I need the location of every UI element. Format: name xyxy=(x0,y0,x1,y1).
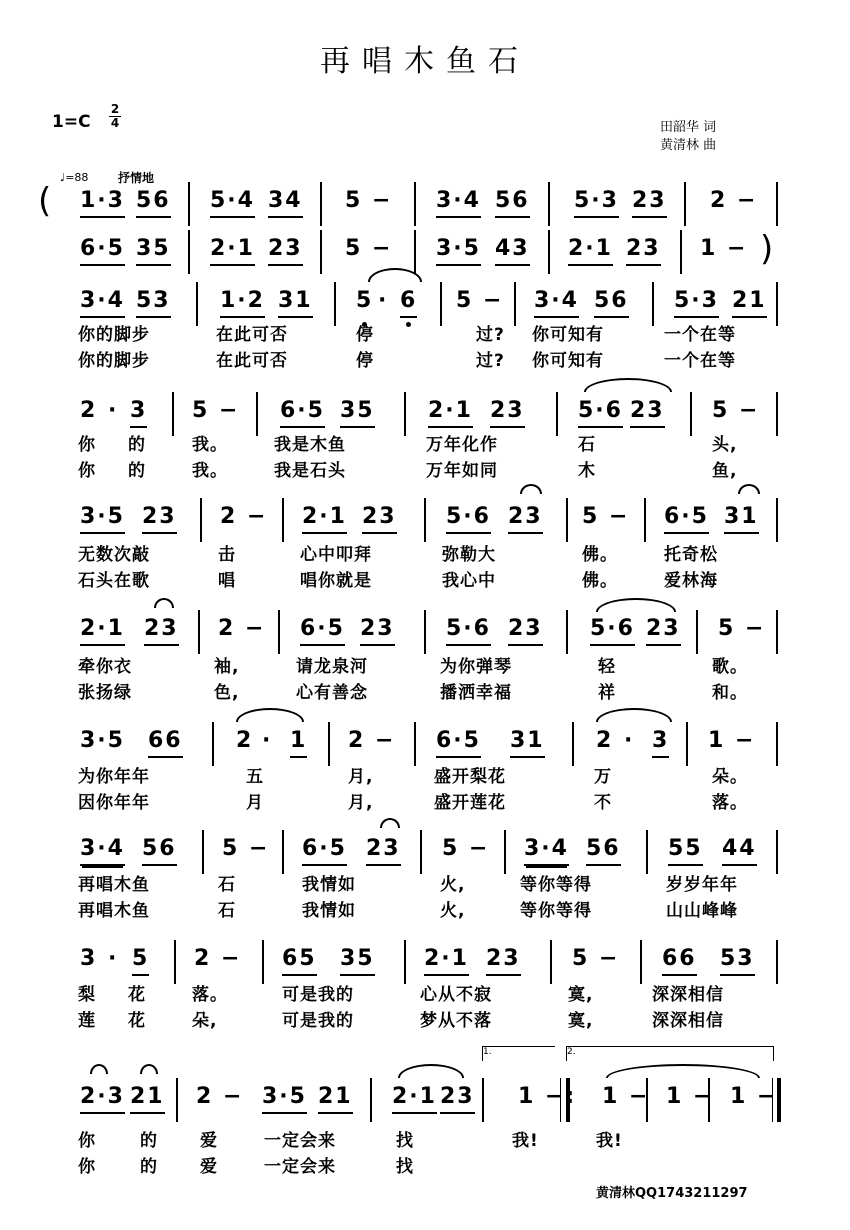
note: 5·3 xyxy=(674,286,719,318)
lyric: 为你年年 xyxy=(78,767,150,787)
note: 5 xyxy=(132,944,149,976)
note: 2 − xyxy=(196,1084,244,1109)
note: 5·3 xyxy=(574,186,619,218)
lyric: 石 xyxy=(578,435,596,455)
note: 5 − xyxy=(222,836,270,861)
note: · xyxy=(624,728,635,753)
lyric: 一定会来 xyxy=(264,1131,336,1151)
key-signature: 1=C xyxy=(52,112,91,132)
note: · xyxy=(108,398,119,423)
note: 6·5 xyxy=(280,396,325,428)
note: 2·1 xyxy=(568,234,613,266)
note: 2 xyxy=(596,728,614,753)
note: 2·1 xyxy=(210,234,255,266)
lyric: 你可知有 xyxy=(532,325,604,345)
lyric: 万年化作 xyxy=(426,435,498,455)
note: 66 xyxy=(148,726,183,758)
time-sig-top: 2 xyxy=(110,102,120,116)
intro-close-paren: ) xyxy=(760,229,774,269)
tie-mark xyxy=(380,818,400,828)
lyric: 头, xyxy=(712,435,738,455)
repeat-note: 1 −: xyxy=(518,1084,577,1109)
lyric: 你的脚步 xyxy=(78,351,150,371)
note: 21 xyxy=(130,1082,165,1114)
note: 23 xyxy=(646,614,681,646)
time-sig-bottom: 4 xyxy=(110,116,120,130)
lyric: 的 xyxy=(140,1131,158,1151)
lyric: 盛开莲花 xyxy=(434,793,506,813)
note: 56 xyxy=(594,286,629,318)
note: 21 xyxy=(318,1082,353,1114)
note: · xyxy=(108,946,119,971)
lyric: 牵你衣 xyxy=(78,657,132,677)
note: 5 − xyxy=(712,398,760,423)
note: 1·2 xyxy=(220,286,265,318)
note: 2 − xyxy=(348,728,396,753)
lyric: 木 xyxy=(578,461,596,481)
note: 2 xyxy=(80,398,98,423)
note: 21 xyxy=(732,286,767,318)
lyric: 深深相信 xyxy=(652,985,724,1005)
lyric: 歌。 xyxy=(712,657,748,677)
note: 1 − xyxy=(730,1084,778,1109)
lyric: 爱 xyxy=(200,1131,218,1151)
note: 1 − xyxy=(602,1084,650,1109)
note: 3·5 xyxy=(80,502,125,534)
note: 35 xyxy=(136,234,171,266)
note: 53 xyxy=(136,286,171,318)
note: 5·6 xyxy=(590,614,635,646)
score-row xyxy=(0,229,850,284)
note: 1·3 xyxy=(80,186,125,218)
low-octave-dot xyxy=(406,322,411,327)
lyric: 等你等得 xyxy=(520,901,592,921)
note: 31 xyxy=(278,286,313,318)
lyric: 朵。 xyxy=(712,767,748,787)
score-row xyxy=(0,181,850,236)
lyric: 落。 xyxy=(712,793,748,813)
note: 5 − xyxy=(345,236,393,261)
lyric: 一个在等 xyxy=(664,325,736,345)
note: 23 xyxy=(508,502,543,534)
lyric: 唱 xyxy=(218,571,236,591)
note: 2·1 xyxy=(428,396,473,428)
lyric: 落。 xyxy=(192,985,228,1005)
note: 1 − xyxy=(700,236,748,261)
tie-mark xyxy=(154,598,174,608)
note: 5·6 xyxy=(578,396,623,428)
lyric: 停 xyxy=(356,325,374,345)
lyric: 心中叩拜 xyxy=(300,545,372,565)
note: 2·1 xyxy=(392,1082,437,1114)
lyricist-credit: 田韶华 词 xyxy=(660,120,717,135)
composer-credit: 黄清林 曲 xyxy=(660,138,717,153)
lyric: 击 xyxy=(218,545,236,565)
lyric: 张扬绿 xyxy=(78,683,132,703)
lyric: 我情如 xyxy=(302,875,356,895)
lyric: 我! xyxy=(512,1131,539,1151)
slur xyxy=(398,1064,464,1078)
note: 35 xyxy=(340,396,375,428)
lyric: 再唱木鱼 xyxy=(78,875,150,895)
note: 23 xyxy=(626,234,661,266)
note: 3·5 xyxy=(262,1082,307,1114)
note: 23 xyxy=(360,614,395,646)
lyric: 播洒幸福 xyxy=(440,683,512,703)
tie-mark xyxy=(738,484,760,494)
tie-mark xyxy=(90,1064,108,1074)
lyric: 我! xyxy=(596,1131,623,1151)
note: 23 xyxy=(144,614,179,646)
lyric: 火, xyxy=(440,901,466,921)
lyric: 你 xyxy=(78,1157,96,1177)
lyric: 鱼, xyxy=(712,461,738,481)
note: 5 − xyxy=(456,288,504,313)
lyric: 心有善念 xyxy=(296,683,368,703)
footer-contact: 黄清林QQ1743211297 xyxy=(596,1186,748,1201)
slur xyxy=(606,1064,760,1078)
note: 55 xyxy=(668,834,703,866)
lyric: 山山峰峰 xyxy=(666,901,738,921)
note: 6·5 xyxy=(300,614,345,646)
note: · xyxy=(262,728,273,753)
note: 56 xyxy=(586,834,621,866)
note: 3·4 xyxy=(436,186,481,218)
note: 3 xyxy=(80,946,98,971)
tie-mark xyxy=(520,484,542,494)
lyric: 岁岁年年 xyxy=(666,875,738,895)
note: 23 xyxy=(142,502,177,534)
slur xyxy=(236,708,304,722)
note: 2·1 xyxy=(424,944,469,976)
note: 3·4 xyxy=(534,286,579,318)
lyric: 万年如同 xyxy=(426,461,498,481)
lyric: 找 xyxy=(396,1131,414,1151)
lyric: 你 xyxy=(78,435,96,455)
lyric: 无数次敲 xyxy=(78,545,150,565)
note: 5·6 xyxy=(446,614,491,646)
note: 5 − xyxy=(345,188,393,213)
lyric: 佛。 xyxy=(582,545,618,565)
note: 5 − xyxy=(192,398,240,423)
lyric: 火, xyxy=(440,875,466,895)
note: 65 xyxy=(282,944,317,976)
note: 56 xyxy=(142,834,177,866)
note: 5 − xyxy=(718,616,766,641)
lyric: 你 xyxy=(78,1131,96,1151)
lyric: 梦从不落 xyxy=(420,1011,492,1031)
lyric: 朵, xyxy=(192,1011,218,1031)
tempo-mark: ♩=88 xyxy=(60,171,89,184)
note: 3 xyxy=(130,396,147,428)
note: 23 xyxy=(490,396,525,428)
note: 1 xyxy=(290,726,307,758)
score-row xyxy=(0,1082,850,1132)
lyric: 花 xyxy=(128,1011,146,1031)
lyric: 石 xyxy=(218,875,236,895)
lyric: 心从不寂 xyxy=(420,985,492,1005)
lyric: 轻 xyxy=(598,657,616,677)
note: 2 − xyxy=(218,616,266,641)
lyric: 在此可否 xyxy=(216,325,288,345)
lyric: 因你年年 xyxy=(78,793,150,813)
lyric: 我是石头 xyxy=(274,461,346,481)
note: 6·5 xyxy=(664,502,709,534)
note: 5 − xyxy=(442,836,490,861)
lyric: 可是我的 xyxy=(282,985,354,1005)
lyric: 为你弹琴 xyxy=(440,657,512,677)
lyric: 佛。 xyxy=(582,571,618,591)
lyric: 的 xyxy=(128,461,146,481)
note: 3·5 xyxy=(436,234,481,266)
lyric: 月, xyxy=(348,767,374,787)
lyric: 花 xyxy=(128,985,146,1005)
note: 3·4 xyxy=(80,834,125,866)
lyric: 你可知有 xyxy=(532,351,604,371)
slur xyxy=(596,598,676,612)
lyric: 梨 xyxy=(78,985,96,1005)
lyric: 唱你就是 xyxy=(300,571,372,591)
lyric: 的 xyxy=(140,1157,158,1177)
lyric: 我。 xyxy=(192,461,228,481)
note: 1 − xyxy=(708,728,756,753)
lyric: 一定会来 xyxy=(264,1157,336,1177)
lyric: 寞, xyxy=(568,985,594,1005)
lyric: 祥 xyxy=(598,683,616,703)
time-signature xyxy=(108,103,122,130)
tie-mark xyxy=(140,1064,158,1074)
volta-first: 1. xyxy=(482,1046,555,1061)
lyric: 你 xyxy=(78,461,96,481)
lyric: 石 xyxy=(218,901,236,921)
note: 66 xyxy=(662,944,697,976)
lyric: 莲 xyxy=(78,1011,96,1031)
lyric: 我心中 xyxy=(442,571,496,591)
note: 23 xyxy=(486,944,521,976)
note: 56 xyxy=(495,186,530,218)
note: 2 − xyxy=(710,188,758,213)
lyric: 过? xyxy=(476,325,505,345)
lyric: 寞, xyxy=(568,1011,594,1031)
note: 31 xyxy=(724,502,759,534)
song-title: 再唱木鱼石 xyxy=(320,44,530,79)
note: 5·4 xyxy=(210,186,255,218)
lyric: 袖, xyxy=(214,657,240,677)
note: 5 xyxy=(356,288,374,313)
lyric: 可是我的 xyxy=(282,1011,354,1031)
volta-second: 2. xyxy=(566,1046,774,1061)
note: 23 xyxy=(508,614,543,646)
note: 1 − xyxy=(666,1084,714,1109)
lyric: 色, xyxy=(214,683,240,703)
lyric: 万 xyxy=(594,767,612,787)
note: 23 xyxy=(440,1082,475,1114)
lyric: 我。 xyxy=(192,435,228,455)
note: 2 xyxy=(236,728,254,753)
lyric: 在此可否 xyxy=(216,351,288,371)
note: · xyxy=(378,288,389,313)
note: 23 xyxy=(268,234,303,266)
note: 31 xyxy=(510,726,545,758)
note: 2·3 xyxy=(80,1082,125,1114)
note: 34 xyxy=(268,186,303,218)
note: 43 xyxy=(495,234,530,266)
lyric: 托奇松 xyxy=(664,545,718,565)
slur xyxy=(596,708,672,722)
lyric: 找 xyxy=(396,1157,414,1177)
lyric: 等你等得 xyxy=(520,875,592,895)
note: 56 xyxy=(136,186,171,218)
note: 5·6 xyxy=(446,502,491,534)
note: 2·1 xyxy=(80,614,125,646)
note: 5 − xyxy=(572,946,620,971)
note: 23 xyxy=(630,396,665,428)
lyric: 和。 xyxy=(712,683,748,703)
lyric: 石头在歌 xyxy=(78,571,150,591)
expression-mark: 抒情地 xyxy=(118,171,155,185)
note: 6·5 xyxy=(302,834,347,866)
note: 23 xyxy=(362,502,397,534)
note: 35 xyxy=(340,944,375,976)
note: 2·1 xyxy=(302,502,347,534)
lyric: 请龙泉河 xyxy=(296,657,368,677)
note: 2 − xyxy=(194,946,242,971)
note: 2 − xyxy=(220,504,268,529)
lyric: 你的脚步 xyxy=(78,325,150,345)
lyric: 我是木鱼 xyxy=(274,435,346,455)
lyric: 月 xyxy=(246,793,264,813)
lyric: 停 xyxy=(356,351,374,371)
lyric: 再唱木鱼 xyxy=(78,901,150,921)
note: 3 xyxy=(652,726,669,758)
note: 6 xyxy=(400,286,417,318)
note: 44 xyxy=(722,834,757,866)
lyric: 月, xyxy=(348,793,374,813)
lyric: 过? xyxy=(476,351,505,371)
lyric: 五 xyxy=(246,767,264,787)
note: 3·5 xyxy=(80,728,125,753)
lyric: 的 xyxy=(128,435,146,455)
note: 53 xyxy=(720,944,755,976)
lyric: 深深相信 xyxy=(652,1011,724,1031)
lyric: 弥勒大 xyxy=(442,545,496,565)
note: 6·5 xyxy=(80,234,125,266)
lyric: 我情如 xyxy=(302,901,356,921)
lyric: 不 xyxy=(594,793,612,813)
note: 3·4 xyxy=(524,834,569,866)
slur xyxy=(584,378,672,392)
lyric: 一个在等 xyxy=(664,351,736,371)
note: 23 xyxy=(632,186,667,218)
note: 6·5 xyxy=(436,726,481,758)
note: 23 xyxy=(366,834,401,866)
intro-open-paren: ( xyxy=(38,181,52,221)
note: 5 − xyxy=(582,504,630,529)
lyric: 盛开梨花 xyxy=(434,767,506,787)
note: 3·4 xyxy=(80,286,125,318)
lyric: 爱林海 xyxy=(664,571,718,591)
lyric: 爱 xyxy=(200,1157,218,1177)
